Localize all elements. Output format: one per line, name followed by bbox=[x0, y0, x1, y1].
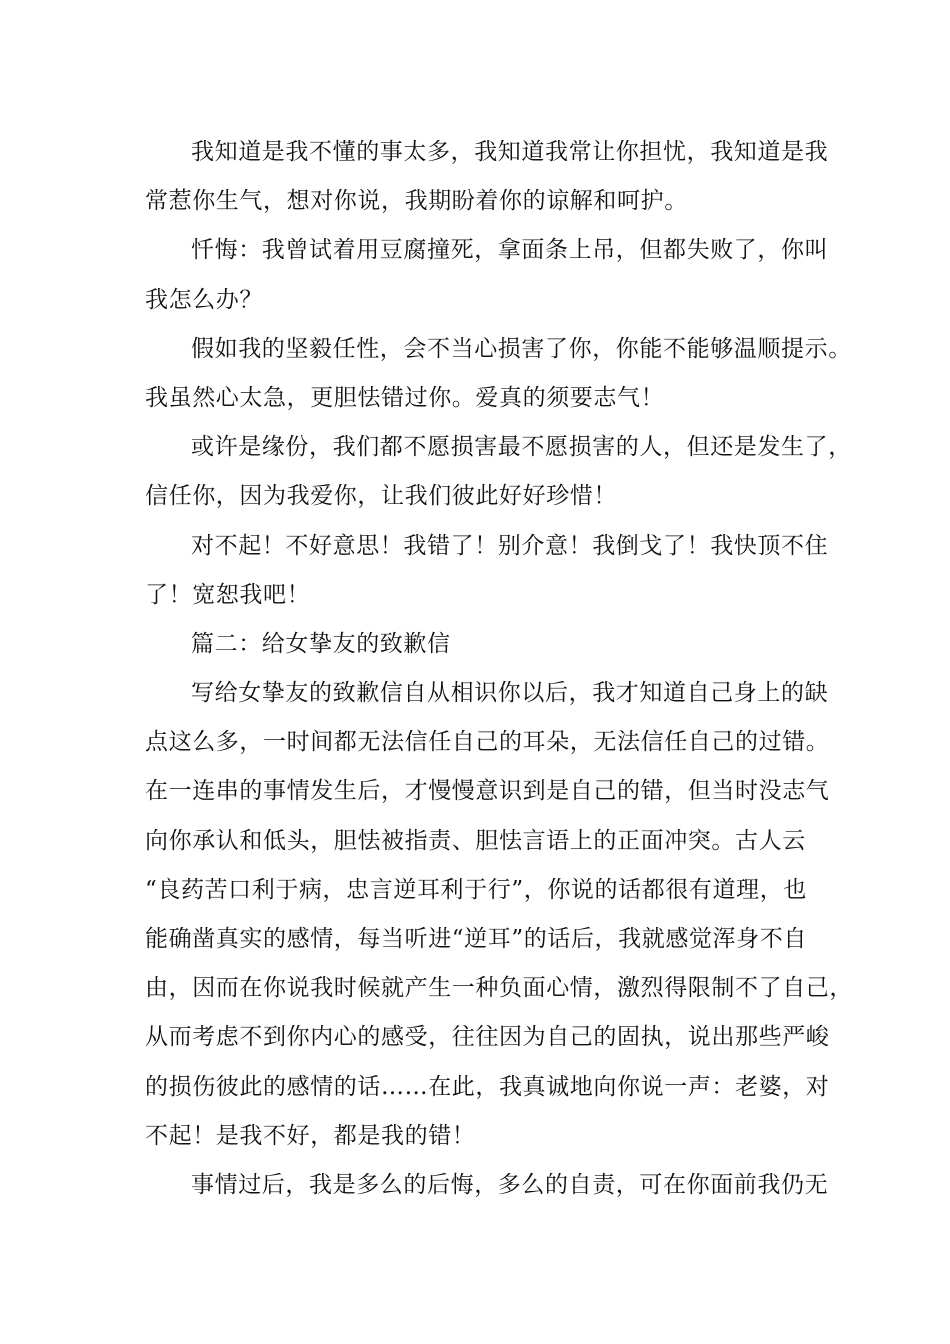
paragraph-6-line-6: 能确凿真实的感情，每当听进“逆耳”的话后，我就感觉浑身不自 bbox=[145, 926, 807, 952]
paragraph-2-line-2: 我怎么办？ bbox=[145, 286, 263, 313]
paragraph-4-line-2: 信任你，因为我爱你，让我们彼此好好珍惜！ bbox=[145, 483, 617, 510]
paragraph-6-line-8: 从而考虑不到你内心的感受，往往因为自己的固执，说出那些严峻 bbox=[145, 1024, 830, 1051]
paragraph-2-line-1: 忏悔：我曾试着用豆腐撞死，拿面条上吊，但都失败了，你叫 bbox=[191, 237, 829, 264]
paragraph-6-line-2: 点这么多，一时间都无法信任自己的耳朵，无法信任自己的过错。 bbox=[145, 729, 830, 756]
paragraph-6-line-7: 由，因而在你说我时候就产生一种负面心情，激烈得限制不了自己， bbox=[145, 975, 853, 1002]
section-heading: 篇二：给女挚友的致歉信 bbox=[191, 630, 451, 657]
paragraph-1-line-2: 常惹你生气，想对你说，我期盼着你的谅解和呵护。 bbox=[145, 188, 688, 215]
paragraph-7-line-1: 事情过后，我是多么的后悔，多么的自责，可在你面前我仍无 bbox=[191, 1171, 829, 1198]
document-body bbox=[145, 128, 853, 1210]
paragraph-6-line-5: “良药苦口利于病，忠言逆耳利于行”，你说的话都很有道理，也 bbox=[145, 876, 807, 903]
paragraph-6-line-3: 在一连串的事情发生后，才慢慢意识到是自己的错，但当时没志气 bbox=[145, 778, 830, 805]
paragraph-6-line-1: 写给女挚友的致歉信自从相识你以后，我才知道自己身上的缺 bbox=[191, 680, 829, 707]
paragraph-4-line-1: 或许是缘份，我们都不愿损害最不愿损害的人，但还是发生了， bbox=[191, 434, 852, 461]
paragraph-6-line-10: 不起！是我不好，都是我的错！ bbox=[145, 1122, 476, 1149]
paragraph-5-line-2: 了！宽恕我吧！ bbox=[145, 581, 311, 608]
paragraph-1-line-1: 我知道是我不懂的事太多，我知道我常让你担忧，我知道是我 bbox=[191, 139, 829, 165]
paragraph-3-line-1: 假如我的坚毅任性，会不当心损害了你，你能不能够温顺提示。 bbox=[191, 335, 852, 362]
paragraph-6-line-9: 的损伤彼此的感情的话……在此，我真诚地向你说一声：老婆，对 bbox=[145, 1073, 830, 1100]
paragraph-5-line-1: 对不起！不好意思！我错了！别介意！我倒戈了！我快顶不住 bbox=[191, 532, 829, 559]
paragraph-3-line-2: 我虽然心太急，更胆怯错过你。爱真的须要志气！ bbox=[145, 384, 665, 411]
paragraph-6-line-4: 向你承认和低头，胆怯被指责、胆怯言语上的正面冲突。古人云 bbox=[145, 827, 806, 854]
